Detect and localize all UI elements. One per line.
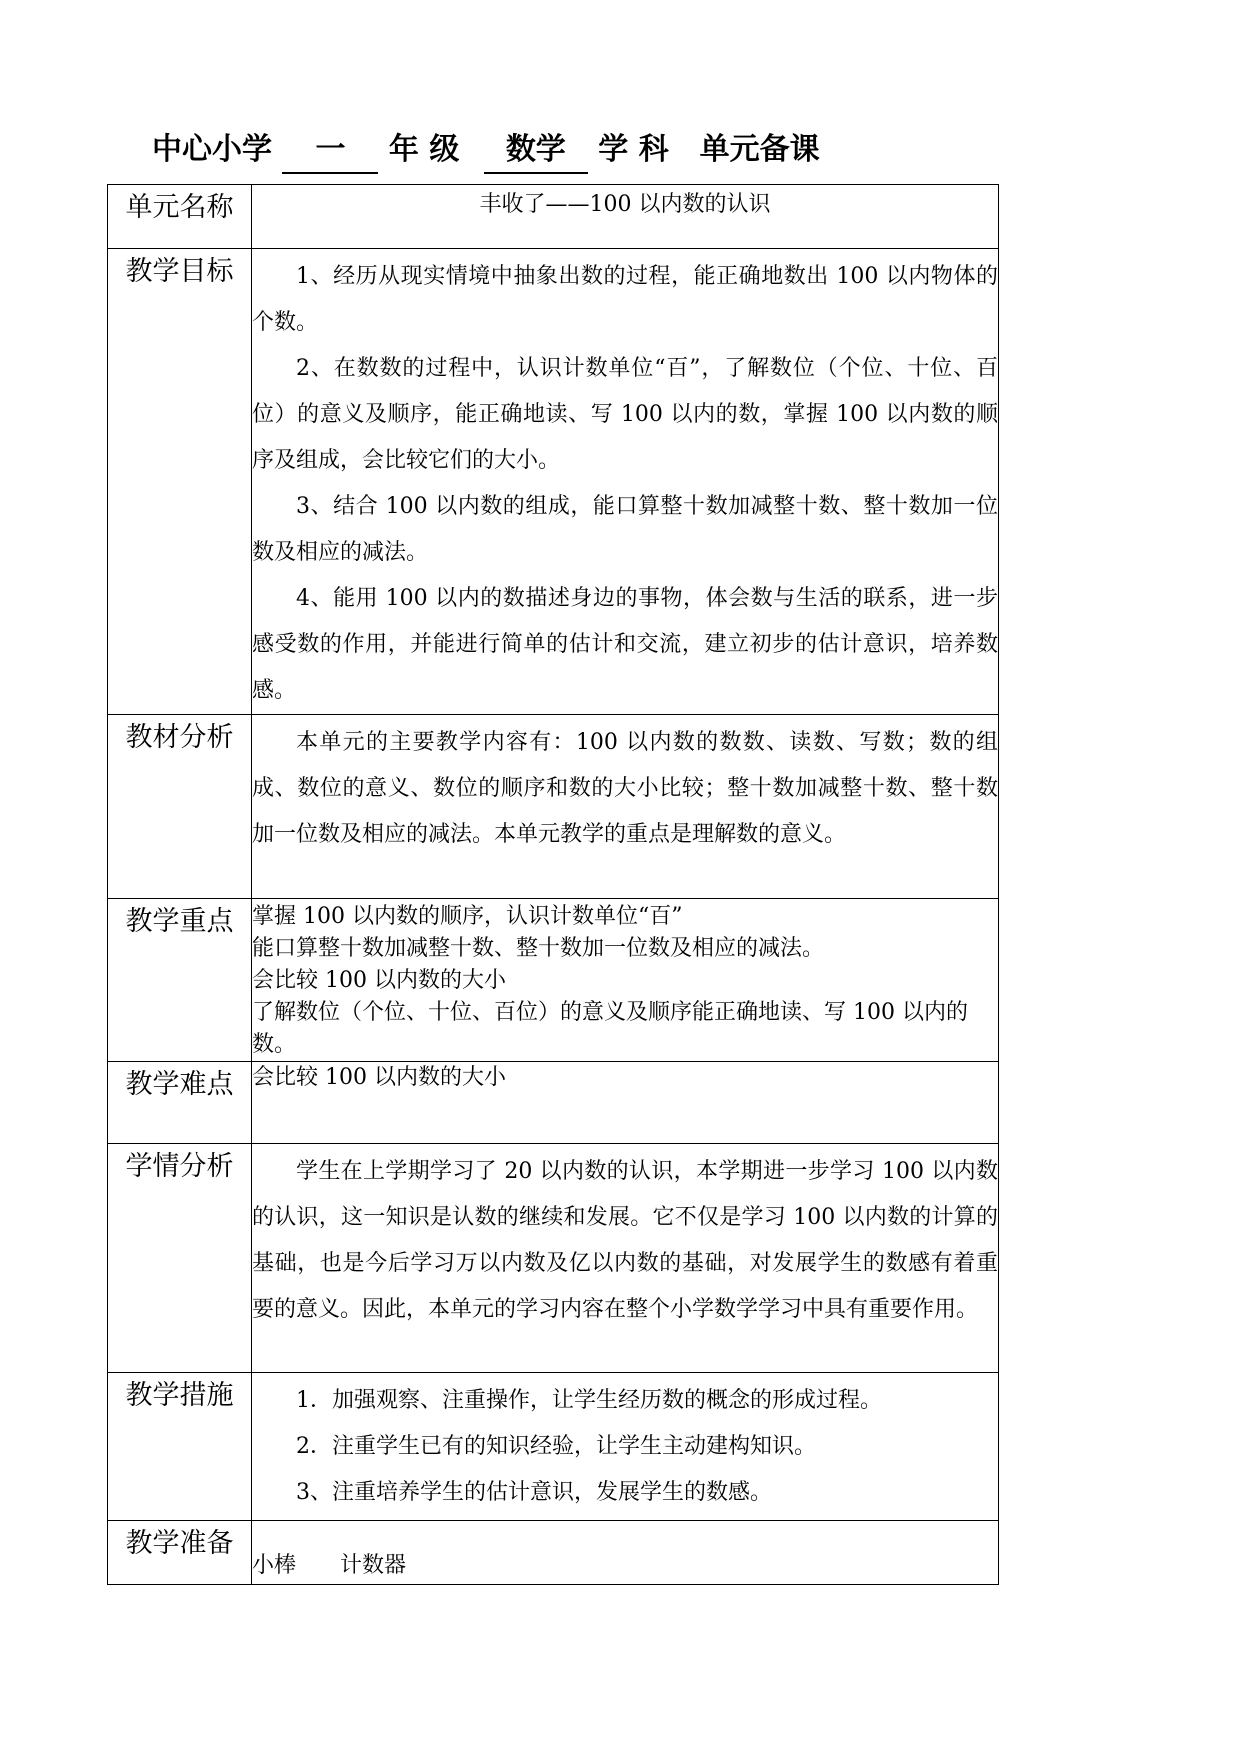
measure-item: 3、注重培养学生的估计意识，发展学生的数感。 (296, 1480, 772, 1505)
label-objectives: 教学目标 (108, 249, 252, 715)
unit-name-text: 丰收了——100 以内数的认识 (479, 192, 771, 217)
row-unit-name (108, 185, 999, 249)
key-point-item: 了解数位（个位、十位、百位）的意义及顺序能正确地读、写 100 以内的数。 (252, 1000, 968, 1057)
school-name: 中心小学 (152, 132, 272, 167)
label-key-points: 教学重点 (108, 899, 252, 1062)
measure-item: 2．注重学生已有的知识经验，让学生主动建构知识。 (296, 1434, 816, 1459)
objective-item: 4、能用 100 以内的数描述身边的事物，体会数与生活的联系，进一步感受数的作用，并能进行简单的估计和交流，建立初步的估计意识，培养数感。 (252, 586, 998, 703)
objective-item: 3、结合 100 以内数的组成，能口算整十数加减整十数、整十数加一位数及相应的减法。 (252, 494, 998, 565)
measure-item: 1．加强观察、注重操作，让学生经历数的概念的形成过程。 (296, 1388, 882, 1413)
label-difficulties: 教学难点 (108, 1062, 252, 1144)
content-difficulties (252, 1062, 999, 1144)
row-preparation (108, 1521, 999, 1585)
row-objectives (108, 249, 999, 715)
label-material: 教材分析 (108, 715, 252, 899)
doc-type: 单元备课 (699, 132, 820, 167)
key-point-item: 能口算整十数加减整十数、整十数加一位数及相应的减法。 (252, 936, 825, 961)
row-difficulties (108, 1062, 999, 1144)
label-student: 学情分析 (108, 1144, 252, 1373)
label-preparation: 教学准备 (108, 1521, 252, 1585)
content-measures (252, 1373, 999, 1521)
label-unit-name: 单元名称 (108, 185, 252, 249)
preparation-text: 小棒 计数器 (252, 1553, 407, 1578)
content-objectives (252, 249, 999, 715)
difficulty-text: 会比较 100 以内数的大小 (252, 1065, 506, 1090)
student-text: 学生在上学期学习了 20 以内数的认识，本学期进一步学习 100 以内数的认识，这一知识是认数的继续和发展。它不仅是学习 100 以内数的计算的基础，也是今后学习万以内数及亿以内数的基础，对发展学生的数感有着重要的意义。因此，本单元的学习内容在整个小学数学学习中具有重要作用。 (252, 1159, 998, 1322)
key-point-item: 掌握 100 以内数的顺序，认识计数单位“百” (252, 904, 683, 929)
row-key-points (108, 899, 999, 1062)
row-material (108, 715, 999, 899)
row-student (108, 1144, 999, 1373)
objective-item: 2、在数数的过程中，认识计数单位“百”，了解数位（个位、十位、百位）的意义及顺序，能正确地读、写 100 以内的数，掌握 100 以内数的顺序及组成，会比较它们的大小。 (252, 356, 998, 473)
subject-value: 数学 (484, 128, 588, 174)
subject-suffix: 学 科 (598, 132, 669, 167)
grade-suffix: 年 级 (388, 132, 460, 167)
content-key-points (252, 899, 999, 1062)
label-measures: 教学措施 (108, 1373, 252, 1521)
key-point-item: 会比较 100 以内数的大小 (252, 968, 506, 993)
content-unit-name (252, 185, 999, 249)
objective-item: 1、经历从现实情境中抽象出数的过程，能正确地数出 100 以内物体的个数。 (252, 264, 998, 335)
content-material (252, 715, 999, 899)
row-measures (108, 1373, 999, 1521)
content-preparation (252, 1521, 999, 1585)
page-title (152, 128, 820, 174)
material-text: 本单元的主要教学内容有：100 以内数的数数、读数、写数；数的组成、数位的意义、数位的顺序和数的大小比较；整十数加减整十数、整十数加一位数及相应的减法。本单元教学的重点是理解数的意义。 (252, 730, 998, 847)
content-student (252, 1144, 999, 1373)
grade-value: 一 (282, 128, 378, 174)
lesson-plan-table (107, 184, 999, 1585)
